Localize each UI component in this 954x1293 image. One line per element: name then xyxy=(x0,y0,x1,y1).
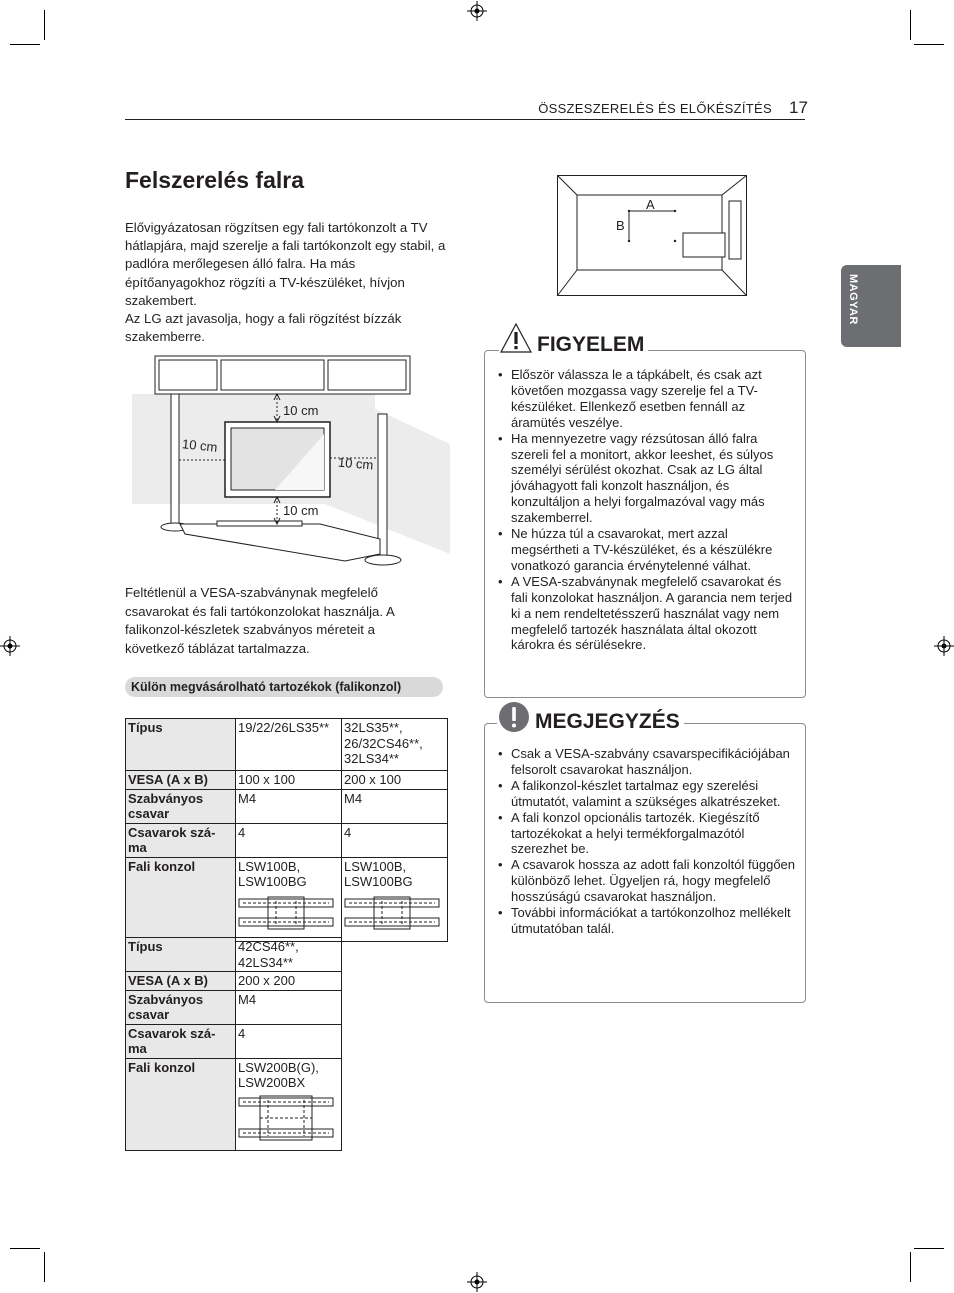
table-cell: 100 x 100 xyxy=(236,771,342,790)
row-header: Szabványos csavar xyxy=(126,990,236,1024)
bracket-model: LSW200B(G), LSW200BX xyxy=(238,1059,319,1090)
table-row xyxy=(126,857,448,941)
clearance-label-bottom: 10 cm xyxy=(283,503,319,518)
table-row xyxy=(126,719,448,771)
crop-mark xyxy=(10,44,40,45)
tv-back-vesa-diagram xyxy=(557,175,747,296)
table-row xyxy=(126,1024,342,1058)
bracket-model: LSW100B, LSW100BG xyxy=(344,858,413,889)
list-item: • Csak a VESA-szabvány csavarspecifikációjában felsorolt csavarokat használjon. xyxy=(498,746,798,778)
row-header: Csavarok szá-ma xyxy=(126,1024,236,1058)
crop-mark xyxy=(44,1252,45,1282)
registration-mark-icon xyxy=(467,1272,487,1292)
wall-mount-spec-table xyxy=(125,718,448,942)
registration-mark-icon xyxy=(934,636,954,656)
clearance-label-right: 10 cm xyxy=(337,454,374,473)
row-header: Szabványos csavar xyxy=(126,789,236,823)
table-row xyxy=(126,972,342,991)
page-title: Felszerelés falra xyxy=(125,167,305,193)
language-tab xyxy=(841,265,901,347)
intro-paragraph: Elővigyázatosan rögzítsen egy fali tartókonzolt a TV hátlapjára, majd szerelje a fali tartókonzolt egy stabil, a padlóra merőlegesen álló falra. Ha más építőanyagokhoz rögzíti a TV-készüléket, hívjon szakembert. xyxy=(125,220,446,308)
vesa-text: Feltétlenül a VESA-szabványnak megfelelő csavarokat és fali tartókonzolokat használja. A falikonzol-készletek szabványos méreteit a következő táblázat tartalmazza. xyxy=(125,585,395,656)
caution-title: FIGYELEM xyxy=(533,333,648,357)
intro-text xyxy=(125,219,450,346)
table-cell: 4 xyxy=(342,823,448,857)
clearance-label-top: 10 cm xyxy=(283,403,319,418)
list-item: • További információkat a tartókonzolhoz mellékelt útmutatóban talál. xyxy=(498,905,798,937)
accessory-label: Külön megvásárolható tartozékok (falikonzol) xyxy=(125,677,443,697)
table-row xyxy=(126,990,342,1024)
intro-paragraph: Az LG azt javasolja, hogy a fali rögzítést bízzák szakemberre. xyxy=(125,311,402,345)
table-row xyxy=(126,789,448,823)
language-tab-label: MAGYAR xyxy=(847,274,859,325)
table-cell: 4 xyxy=(236,1024,342,1058)
table-row xyxy=(126,1058,342,1150)
row-header: Csavarok szá-ma xyxy=(126,823,236,857)
row-header: Fali konzol xyxy=(126,857,236,941)
table-cell: 200 x 200 xyxy=(236,972,342,991)
vesa-label-a: A xyxy=(646,197,655,212)
table-row xyxy=(126,771,448,790)
caution-box xyxy=(484,350,806,698)
crop-mark xyxy=(44,10,45,40)
row-header: Típus xyxy=(126,719,236,771)
table-cell: 200 x 100 xyxy=(342,771,448,790)
row-header: VESA (A x B) xyxy=(126,771,236,790)
crop-mark xyxy=(10,1248,40,1249)
table-row xyxy=(126,938,342,972)
note-title: MEGJEGYZÉS xyxy=(531,710,684,734)
table-cell: 4 xyxy=(236,823,342,857)
row-header: Típus xyxy=(126,938,236,972)
row-header: VESA (A x B) xyxy=(126,972,236,991)
crop-mark xyxy=(914,1248,944,1249)
crop-mark xyxy=(910,1252,911,1282)
table-cell xyxy=(236,1058,342,1150)
table-cell xyxy=(342,857,448,941)
wall-mount-clearance-illustration xyxy=(125,354,450,569)
table-cell xyxy=(236,857,342,941)
note-box xyxy=(484,723,806,1003)
list-item: • A fali konzol opcionális tartozék. Kiegészítő tartozékokat a helyi termékforgalmazótól szerezhet be. xyxy=(498,810,798,858)
crop-mark xyxy=(910,10,911,40)
wall-bracket-icon xyxy=(238,1095,334,1141)
vesa-label-b: B xyxy=(616,218,625,233)
list-item: • A csavarok hossza az adott fali konzoltól függően különböző lehet. Ügyeljen rá, hogy megfelelő hosszúságú csavarokat használjon. xyxy=(498,857,798,905)
table-cell: 42CS46**, 42LS34** xyxy=(236,938,342,972)
table-cell: 32LS35**, 26/32CS46**, 32LS34** xyxy=(342,719,448,771)
list-item: • A VESA-szabványnak megfelelő csavarokat és fali konzolokat használjon. A garancia nem terjed ki a nem rendeltetésszerű használat vagy nem megfelelő tartozék használata által okozott károkra és sérülésekre. xyxy=(498,574,798,654)
page-number: 17 xyxy=(789,98,808,117)
table-cell: M4 xyxy=(236,990,342,1024)
table-cell: 19/22/26LS35** xyxy=(236,719,342,771)
caution-list xyxy=(498,367,798,653)
table-cell: M4 xyxy=(236,789,342,823)
list-item: • A falikonzol-készlet tartalmaz egy szerelési útmutatót, valamint a szükséges alkatrészeket. xyxy=(498,778,798,810)
clearance-label-left: 10 cm xyxy=(181,436,219,455)
wall-bracket-icon xyxy=(238,896,334,930)
table-row xyxy=(126,823,448,857)
registration-mark-icon xyxy=(0,636,20,656)
crop-mark xyxy=(914,44,944,45)
list-item: • Ne húzza túl a csavarokat, mert azzal megsértheti a TV-készüléket, és a készülékre vonatkozó garancia érvénytelenné válhat. xyxy=(498,526,798,574)
note-exclamation-icon xyxy=(497,700,531,734)
wall-mount-spec-table-2 xyxy=(125,937,342,1151)
header-divider xyxy=(125,119,805,120)
list-item: • Először válassza le a tápkábelt, és csak azt követően mozgassa vagy szerelje fel a TV-készüléket. Ellenkező esetben fennáll az áramütés veszélye. xyxy=(498,367,798,431)
row-header: Fali konzol xyxy=(126,1058,236,1150)
table-cell: M4 xyxy=(342,789,448,823)
note-list xyxy=(498,746,798,937)
section-header: ÖSSZESZERELÉS ÉS ELŐKÉSZÍTÉS xyxy=(538,101,772,116)
wall-bracket-icon xyxy=(344,896,440,930)
registration-mark-icon xyxy=(467,1,487,21)
warning-triangle-icon xyxy=(499,322,533,354)
bracket-model: LSW100B, LSW100BG xyxy=(238,858,307,889)
list-item: • Ha mennyezetre vagy rézsútosan álló falra szereli fel a monitort, akkor leeshet, és súlyos személyi sérülést okozhat. Csak az LG által jóváhagyott fali konzolt használjon, és konzultáljon a helyi forgalmazóval vagy más szakemberrel. xyxy=(498,431,798,526)
